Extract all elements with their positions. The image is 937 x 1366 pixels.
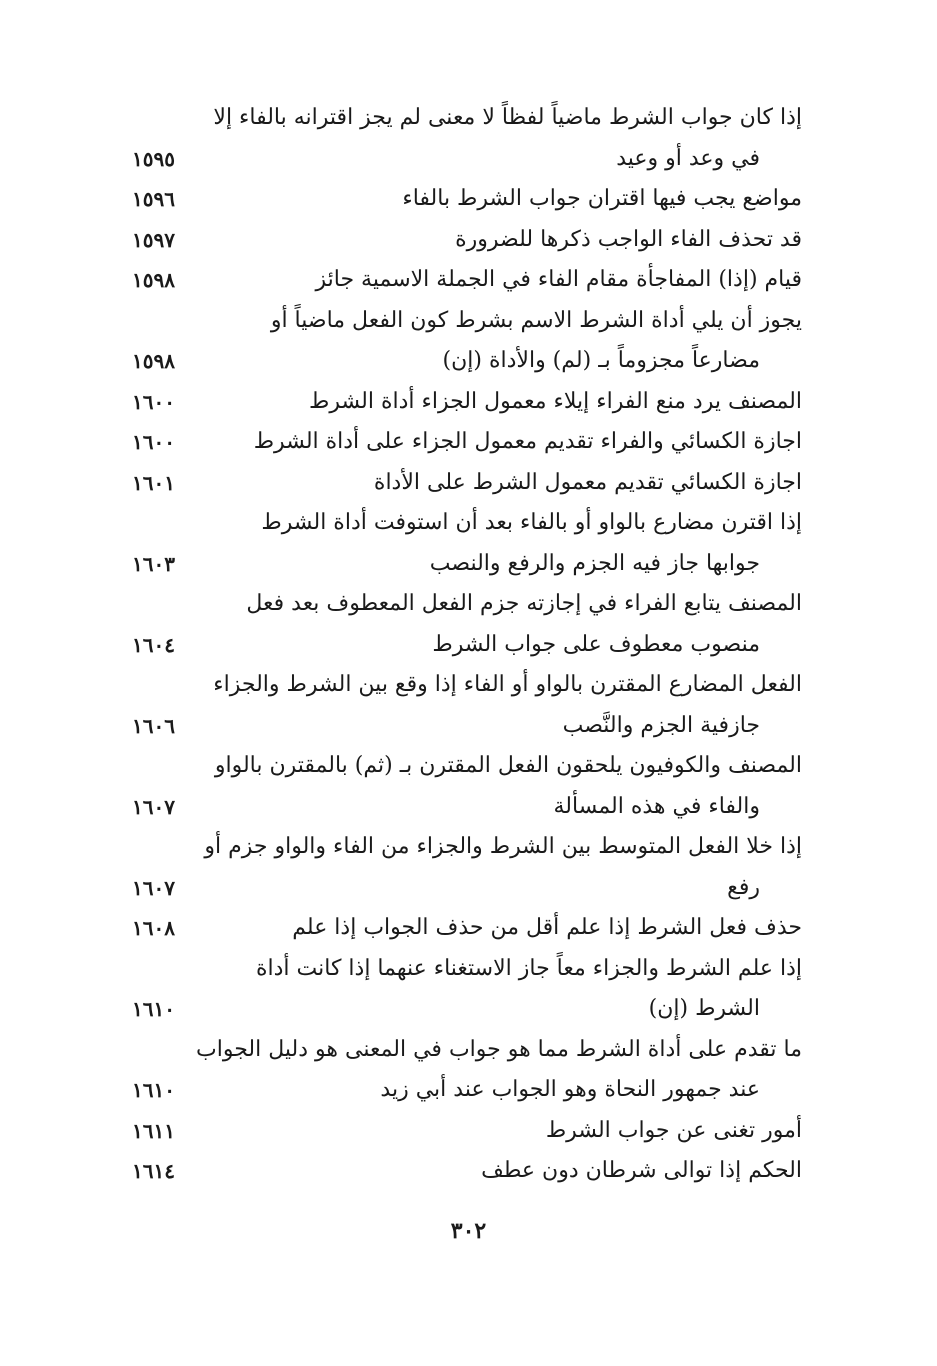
entry-text-continuation: منصوب معطوف على جواب الشرط <box>432 631 760 657</box>
entry-text: إذا علم الشرط والجزاء معاً جاز الاستغناء عنهما إذا كانت أداة <box>255 955 802 981</box>
entry-page-number: ١٥٩٨ <box>132 268 175 292</box>
entry-text: إذا خلا الفعل المتوسط بين الشرط والجزاء من الفاء والواو جزم أو <box>204 834 802 859</box>
entry-text: قيام (إذا) المفاجأة مقام الفاء في الجملة الاسمية جائز <box>315 267 802 292</box>
entry-text: الفعل المضارع المقترن بالواو أو الفاء إذا وقع بين الشرط والجزاء <box>213 672 802 697</box>
entry-text: الحكم إذا توالى شرطان دون عطف <box>481 1158 802 1183</box>
entry-page-number: ١٦١٠ <box>132 1078 175 1102</box>
entry-text: إذا اقترن مضارع بالواو أو بالفاء بعد أن استوفت أداة الشرط <box>261 510 802 535</box>
entry-text-continuation: رفع <box>727 874 760 900</box>
entry-page-number: ١٦١٠ <box>132 997 175 1021</box>
index-entry <box>120 463 812 504</box>
index-entry <box>120 503 812 584</box>
entry-page-number: ١٥٩٦ <box>132 187 175 211</box>
entry-text-continuation: جازفية الجزم والنَّصب <box>562 712 760 738</box>
entry-page-number: ١٦١٤ <box>132 1159 175 1183</box>
index-entry <box>120 1111 812 1152</box>
index-entry <box>120 949 812 1030</box>
entry-text-continuation: والفاء في هذه المسألة <box>553 793 760 819</box>
entry-text: إذا كان جواب الشرط ماضياً لفظاً لا معنى لم يجز اقترانه بالفاء إلا <box>213 105 802 130</box>
entry-page-number: ١٦٠٠ <box>132 389 175 414</box>
index-entry <box>120 1151 812 1192</box>
entry-text: ما تقدم على أداة الشرط مما هو جواب في المعنى هو دليل الجواب <box>196 1036 802 1062</box>
index-entry <box>120 382 812 423</box>
entry-text-continuation: في وعد أو وعيد <box>616 145 760 171</box>
entry-page-number: ١٦٠٠ <box>132 430 175 454</box>
index-list <box>120 98 812 1192</box>
entry-page-number: ١٦٠١ <box>132 470 175 495</box>
entry-text: حذف فعل الشرط إذا علم أقل من حذف الجواب إذا علم <box>292 915 802 940</box>
entry-text: اجازة الكسائي تقديم معمول الشرط على الأداة <box>373 469 802 495</box>
index-entry <box>120 220 812 261</box>
index-entry <box>120 908 812 949</box>
index-entry <box>120 1030 812 1111</box>
entry-text: اجازة الكسائي والفراء تقديم معمول الجزاء على أداة الشرط <box>253 429 802 454</box>
index-entry <box>120 98 812 179</box>
entry-page-number: ١٦١١ <box>132 1118 175 1143</box>
entry-page-number: ١٥٩٨ <box>132 349 175 373</box>
index-entry <box>120 260 812 301</box>
index-entry <box>120 179 812 220</box>
index-entry <box>120 665 812 746</box>
entry-page-number: ١٥٩٥ <box>132 146 175 171</box>
index-entry <box>120 746 812 827</box>
page-number: ٣٠٢ <box>450 1218 487 1244</box>
entry-text-continuation: الشرط (إن) <box>648 996 760 1021</box>
entry-text: قد تحذف الفاء الواجب ذكرها للضرورة <box>455 226 802 252</box>
index-entry <box>120 422 812 463</box>
index-entry <box>120 827 812 908</box>
entry-text: مواضع يجب فيها اقتران جواب الشرط بالفاء <box>402 186 802 211</box>
entry-text-continuation: مضارعاً مجزوماً بـ (لم) والأداة (إن) <box>442 348 760 373</box>
entry-page-number: ١٦٠٣ <box>132 551 175 576</box>
entry-text: يجوز أن يلي أداة الشرط الاسم بشرط كون الفعل ماضياً أو <box>270 307 802 333</box>
index-entry <box>120 584 812 665</box>
entry-page-number: ١٦٠٦ <box>132 713 175 738</box>
entry-text-continuation: جوابها جاز فيه الجزم والرفع والنصب <box>429 550 760 576</box>
entry-text: المصنف يرد منع الفراء إيلاء معمول الجزاء أداة الشرط <box>309 388 802 414</box>
entry-page-number: ١٥٩٧ <box>132 227 175 252</box>
entry-text: المصنف يتابع الفراء في إجازته جزم الفعل المعطوف بعد فعل <box>246 591 802 616</box>
entry-text: أمور تغنى عن جواب الشرط <box>545 1117 802 1143</box>
entry-page-number: ١٦٠٧ <box>132 794 175 819</box>
entry-text-continuation: عند جمهور النحاة وهو الجواب عند أبي زيد <box>380 1077 760 1102</box>
entry-text: المصنف والكوفيون يلحقون الفعل المقترن بـ (ثم) بالمقترن بالواو <box>214 753 802 778</box>
index-entry <box>120 301 812 382</box>
entry-page-number: ١٦٠٨ <box>132 916 175 940</box>
entry-page-number: ١٦٠٤ <box>132 632 175 657</box>
entry-page-number: ١٦٠٧ <box>132 875 175 900</box>
